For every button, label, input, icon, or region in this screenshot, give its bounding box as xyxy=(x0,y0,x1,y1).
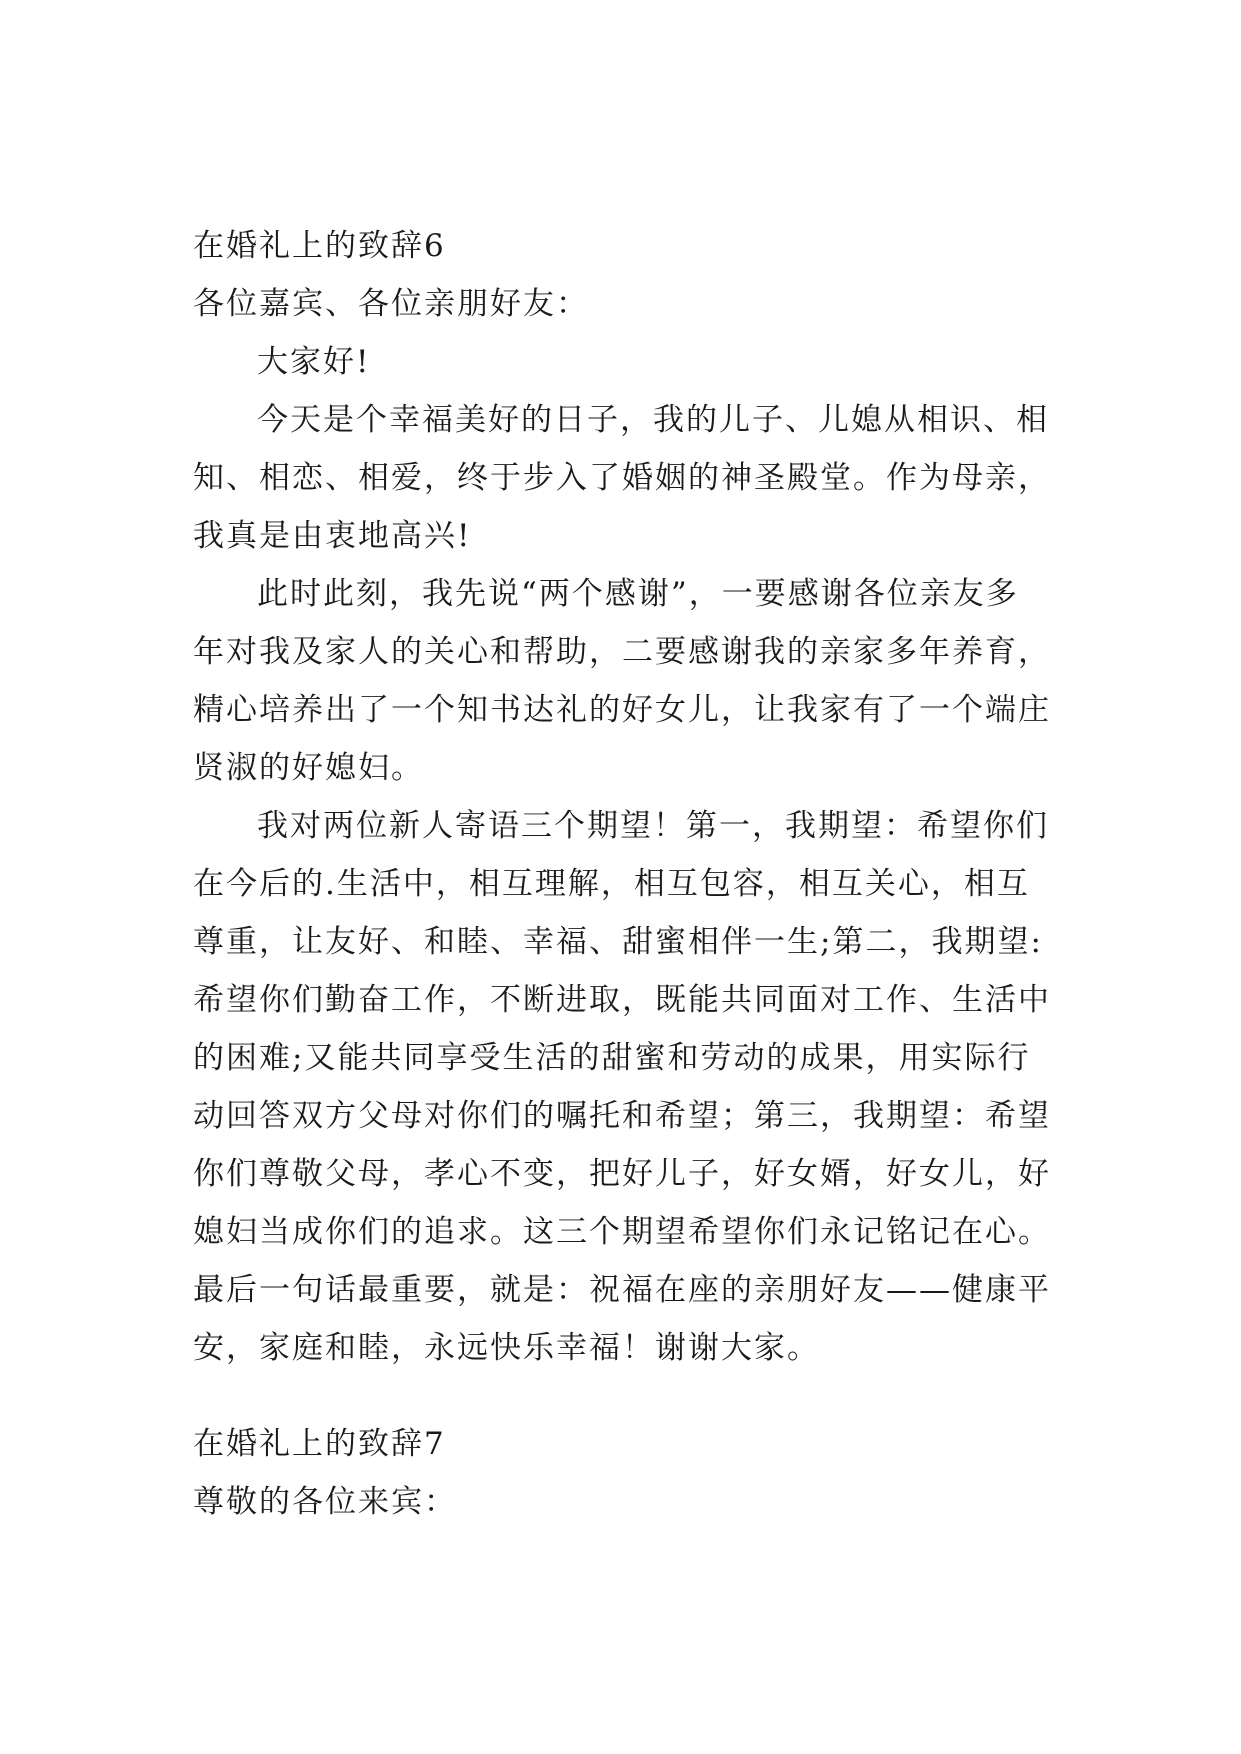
section-7-salutation: 尊敬的各位来宾： xyxy=(193,1484,457,1520)
paragraph-line: 精心培养出了一个知书达礼的好女儿，让我家有了一个端庄 xyxy=(193,692,1051,728)
paragraph-line: 媳妇当成你们的追求。这三个期望希望你们永记铭记在心。 xyxy=(193,1214,1051,1250)
paragraph-line: 我真是由衷地高兴! xyxy=(193,518,472,554)
paragraph-line: 大家好! xyxy=(257,344,371,380)
section-6-title: 在婚礼上的致辞6 xyxy=(193,228,446,264)
section-6-salutation: 各位嘉宾、各位亲朋好友： xyxy=(193,286,589,322)
paragraph-line: 我对两位新人寄语三个期望！第一，我期望：希望你们 xyxy=(257,808,1049,844)
paragraph-line: 希望你们勤奋工作，不断进取，既能共同面对工作、生活中 xyxy=(193,982,1051,1018)
paragraph-line: 动回答双方父母对你们的嘱托和希望；第三，我期望：希望 xyxy=(193,1098,1051,1134)
section-7-title: 在婚礼上的致辞7 xyxy=(193,1426,446,1462)
paragraph-line: 的困难;又能共同享受生活的甜蜜和劳动的成果，用实际行 xyxy=(193,1040,1031,1076)
paragraph-line: 在今后的.生活中，相互理解，相互包容，相互关心，相互 xyxy=(193,866,1030,902)
paragraph-line: 尊重，让友好、和睦、幸福、甜蜜相伴一生;第二，我期望: xyxy=(193,924,1043,960)
paragraph-line: 知、相恋、相爱，终于步入了婚姻的神圣殿堂。作为母亲， xyxy=(193,460,1051,496)
paragraph-line: 年对我及家人的关心和帮助，二要感谢我的亲家多年养育， xyxy=(193,634,1051,670)
paragraph-line: 此时此刻，我先说“两个感谢”，一要感谢各位亲友多 xyxy=(257,576,1019,612)
paragraph-line: 贤淑的好媳妇。 xyxy=(193,750,424,786)
paragraph-line: 你们尊敬父母，孝心不变，把好儿子，好女婿，好女儿，好 xyxy=(193,1156,1051,1192)
paragraph-line: 安，家庭和睦，永远快乐幸福！谢谢大家。 xyxy=(193,1330,820,1366)
paragraph-line: 最后一句话最重要，就是：祝福在座的亲朋好友——健康平 xyxy=(193,1272,1051,1308)
paragraph-line: 今天是个幸福美好的日子，我的儿子、儿媳从相识、相 xyxy=(257,402,1049,438)
